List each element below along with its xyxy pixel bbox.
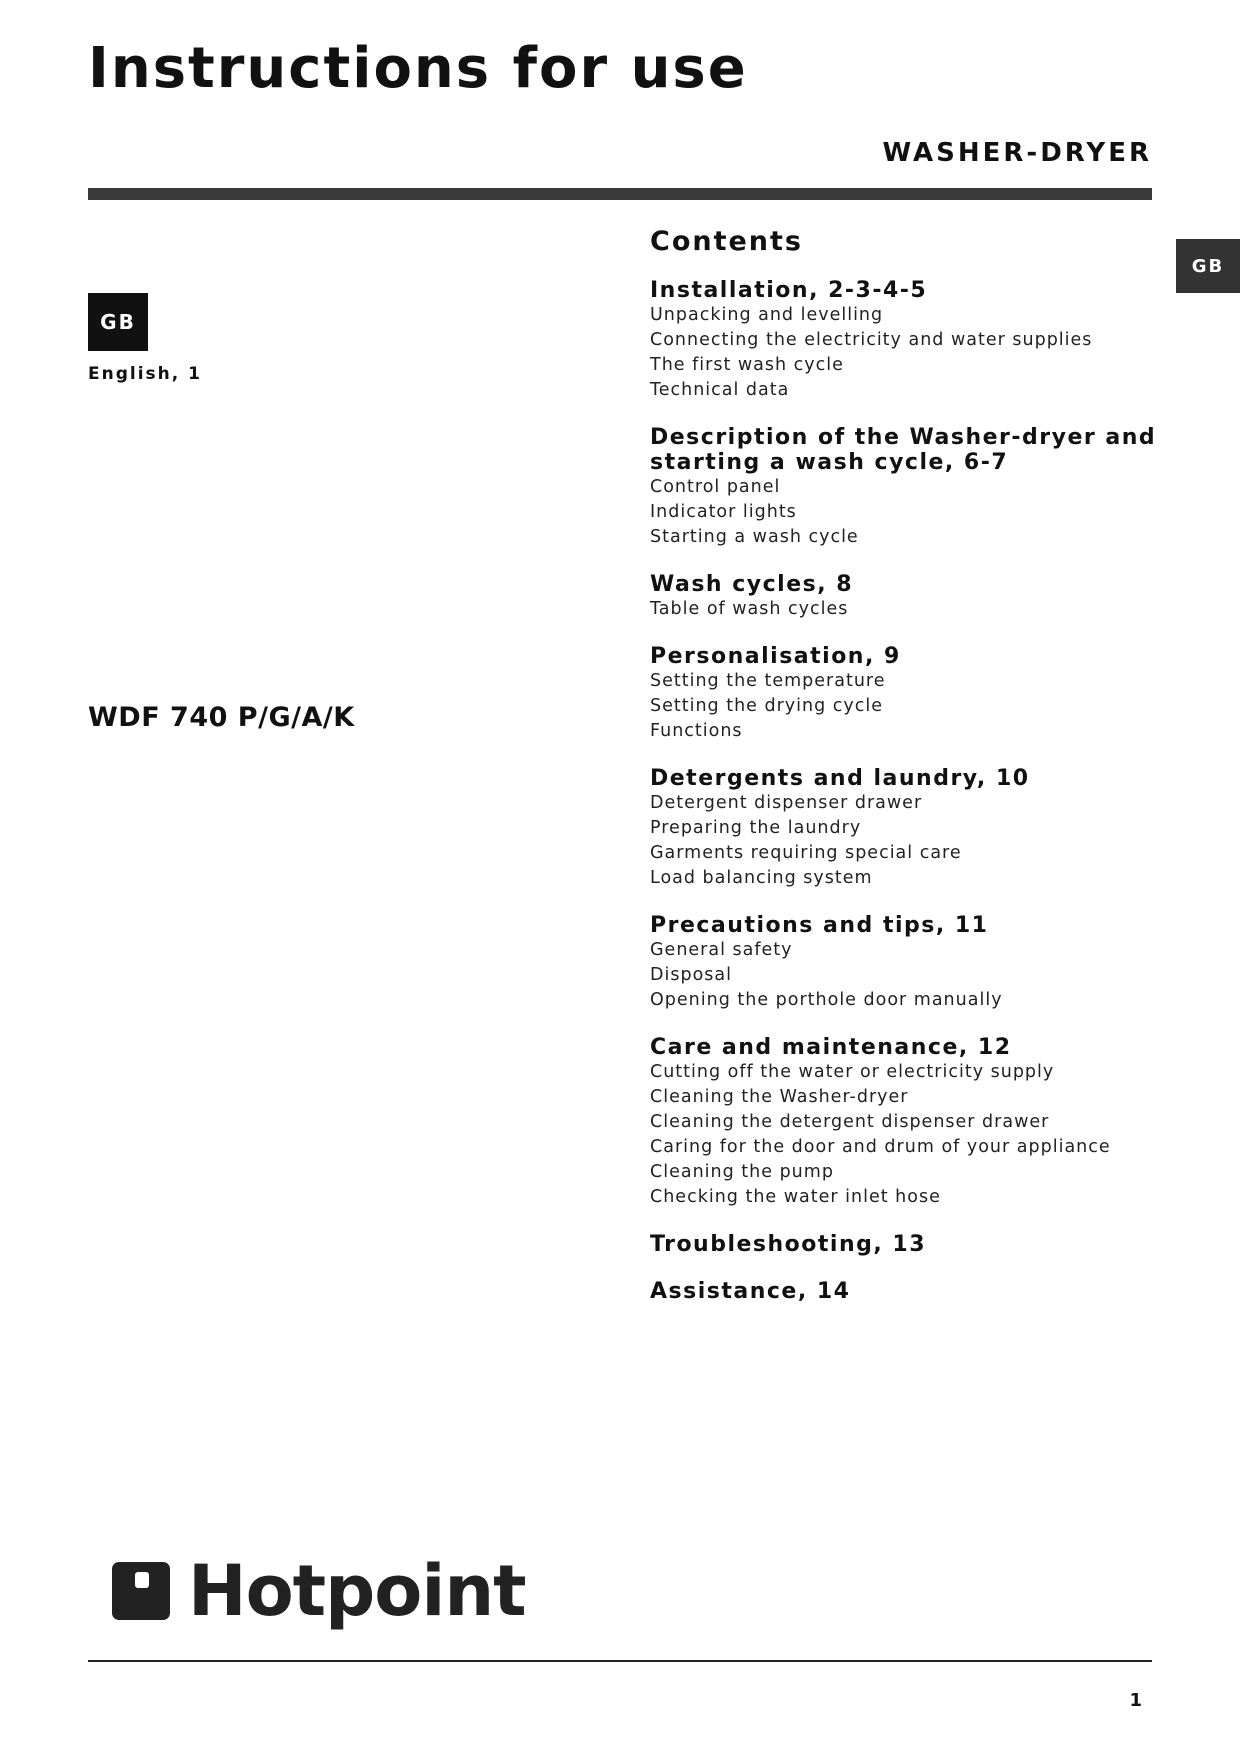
page-title: Instructions for use	[88, 36, 748, 101]
contents-section	[650, 425, 1160, 550]
model-number: WDF 740 P/G/A/K	[88, 702, 355, 733]
contents-section	[650, 766, 1160, 891]
brand-logo	[112, 1550, 526, 1632]
page-number: 1	[1129, 1690, 1142, 1711]
section-item: Cleaning the Washer-dryer	[650, 1087, 909, 1108]
language-badge: GB	[88, 293, 148, 351]
contents-section	[650, 1035, 1160, 1210]
contents-section	[650, 913, 1160, 1013]
section-item: Cutting off the water or electricity supply	[650, 1062, 1055, 1083]
language-side-tab: GB	[1176, 239, 1240, 293]
section-item: The first wash cycle	[650, 355, 844, 376]
section-item: Unpacking and levelling	[650, 305, 884, 326]
section-item: Disposal	[650, 965, 732, 986]
contents-title: Contents	[650, 226, 804, 257]
section-item: Cleaning the pump	[650, 1162, 834, 1183]
contents-sections	[650, 278, 1160, 1304]
section-item: Technical data	[650, 380, 790, 401]
section-item: Starting a wash cycle	[650, 527, 859, 548]
contents-section	[650, 278, 1160, 403]
section-item: Detergent dispenser drawer	[650, 793, 923, 814]
section-item: Table of wash cycles	[650, 599, 849, 620]
contents-section	[650, 1232, 1160, 1257]
section-title: Personalisation, 9	[650, 644, 901, 670]
section-item: Caring for the door and drum of your appliance	[650, 1137, 1111, 1158]
section-item: Setting the temperature	[650, 671, 886, 692]
section-title: Care and maintenance, 12	[650, 1035, 1012, 1061]
footer-divider	[88, 1660, 1152, 1662]
section-item: Control panel	[650, 477, 781, 498]
language-label: English, 1	[88, 364, 202, 384]
header-divider	[88, 188, 1152, 200]
section-title: Detergents and laundry, 10	[650, 766, 1030, 792]
section-title: Wash cycles, 8	[650, 572, 854, 598]
section-item: Checking the water inlet hose	[650, 1187, 941, 1208]
section-item: Functions	[650, 721, 743, 742]
contents-section	[650, 572, 1160, 622]
brand-logo-text: Hotpoint	[188, 1550, 526, 1632]
section-title: Troubleshooting, 13	[650, 1232, 927, 1258]
section-title: Installation, 2-3-4-5	[650, 278, 928, 304]
section-title: Description of the Washer-dryer and starting a wash cycle, 6-7	[650, 425, 1157, 476]
section-item: Connecting the electricity and water supplies	[650, 330, 1093, 351]
contents-section	[650, 1279, 1160, 1304]
section-item: General safety	[650, 940, 793, 961]
table-of-contents	[650, 226, 1160, 1326]
section-title: Precautions and tips, 11	[650, 913, 989, 939]
contents-section	[650, 644, 1160, 744]
document-subtitle: WASHER-DRYER	[882, 138, 1152, 168]
section-item: Load balancing system	[650, 868, 873, 889]
section-title: Assistance, 14	[650, 1279, 851, 1305]
section-item: Cleaning the detergent dispenser drawer	[650, 1112, 1050, 1133]
section-item: Indicator lights	[650, 502, 797, 523]
section-item: Preparing the laundry	[650, 818, 862, 839]
section-item: Setting the drying cycle	[650, 696, 884, 717]
section-item: Opening the porthole door manually	[650, 990, 1003, 1011]
section-item: Garments requiring special care	[650, 843, 962, 864]
hotpoint-logo-icon	[112, 1562, 170, 1620]
